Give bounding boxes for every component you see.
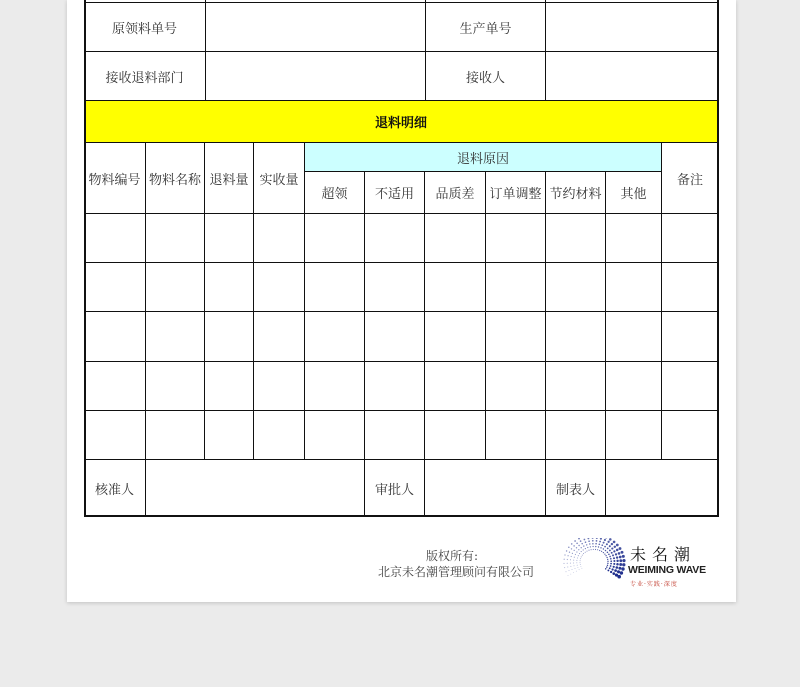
material-code-cell[interactable] <box>84 312 146 361</box>
receiver-field[interactable] <box>546 52 719 101</box>
reason-order-adjustment-cell[interactable] <box>486 362 546 411</box>
reason-material-saving-cell[interactable] <box>546 411 606 460</box>
material-code-cell[interactable] <box>84 362 146 411</box>
reason-unsuitable-cell[interactable] <box>365 312 425 361</box>
reason-over-requisition-cell[interactable] <box>305 214 365 263</box>
col-header-reason-over-requisition: 超领 <box>305 172 365 214</box>
logo-english-name: WEIMING WAVE <box>628 564 706 576</box>
reason-over-requisition-cell[interactable] <box>305 362 365 411</box>
label-reviewer: 审批人 <box>365 460 425 517</box>
reviewer-field[interactable] <box>425 460 546 517</box>
material-name-cell[interactable] <box>146 263 205 312</box>
col-header-reason-unsuitable: 不适用 <box>365 172 425 214</box>
reason-other-cell[interactable] <box>606 411 662 460</box>
col-header-material-name: 物料名称 <box>146 143 205 214</box>
company-name: 北京未名潮管理顾问有限公司 <box>377 565 534 579</box>
logo-tagline: 专业·实践·深度 <box>630 581 678 588</box>
material-return-form-table <box>84 0 719 517</box>
material-name-cell[interactable] <box>146 214 205 263</box>
reason-order-adjustment-cell[interactable] <box>486 214 546 263</box>
reason-material-saving-cell[interactable] <box>546 263 606 312</box>
return-qty-cell[interactable] <box>205 214 254 263</box>
col-header-reason-poor-quality: 品质差 <box>425 172 486 214</box>
label-preparer: 制表人 <box>546 460 606 517</box>
approver-field[interactable] <box>146 460 365 517</box>
reason-poor-quality-cell[interactable] <box>425 214 486 263</box>
reason-over-requisition-cell[interactable] <box>305 263 365 312</box>
return-qty-cell[interactable] <box>205 411 254 460</box>
remarks-cell[interactable] <box>662 362 719 411</box>
material-name-cell[interactable] <box>146 362 205 411</box>
wave-dots-icon <box>558 538 626 592</box>
return-qty-cell[interactable] <box>205 263 254 312</box>
reason-unsuitable-cell[interactable] <box>365 362 425 411</box>
logo-chinese-name: 未名潮 <box>630 545 697 564</box>
receiving-department-field[interactable] <box>206 52 426 101</box>
material-name-cell[interactable] <box>146 411 205 460</box>
reason-poor-quality-cell[interactable] <box>425 263 486 312</box>
material-code-cell[interactable] <box>84 214 146 263</box>
received-qty-cell[interactable] <box>254 362 305 411</box>
reason-other-cell[interactable] <box>606 263 662 312</box>
label-receiver: 接收人 <box>426 52 546 101</box>
received-qty-cell[interactable] <box>254 411 305 460</box>
reason-over-requisition-cell[interactable] <box>305 312 365 361</box>
remarks-cell[interactable] <box>662 411 719 460</box>
label-original-requisition-no: 原领料单号 <box>84 3 206 52</box>
col-header-material-code: 物料编号 <box>84 143 146 214</box>
preparer-field[interactable] <box>606 460 719 517</box>
return-qty-cell[interactable] <box>205 362 254 411</box>
reason-material-saving-cell[interactable] <box>546 214 606 263</box>
label-production-order-no: 生产单号 <box>426 3 546 52</box>
col-header-reason-material-saving: 节约材料 <box>546 172 606 214</box>
label-receiving-department: 接收退料部门 <box>84 52 206 101</box>
reason-unsuitable-cell[interactable] <box>365 263 425 312</box>
reason-order-adjustment-cell[interactable] <box>486 312 546 361</box>
reason-material-saving-cell[interactable] <box>546 362 606 411</box>
material-name-cell[interactable] <box>146 312 205 361</box>
received-qty-cell[interactable] <box>254 214 305 263</box>
col-header-remarks: 备注 <box>662 143 719 214</box>
col-header-reason-order-adjustment: 订单调整 <box>486 172 546 214</box>
col-header-received-qty: 实收量 <box>254 143 305 214</box>
return-qty-cell[interactable] <box>205 312 254 361</box>
remarks-cell[interactable] <box>662 312 719 361</box>
reason-unsuitable-cell[interactable] <box>365 214 425 263</box>
col-header-return-qty: 退料量 <box>205 143 254 214</box>
copyright-label: 版权所有: <box>425 549 478 563</box>
material-code-cell[interactable] <box>84 411 146 460</box>
copyright-block <box>372 548 534 580</box>
reason-other-cell[interactable] <box>606 362 662 411</box>
company-logo <box>558 538 708 592</box>
col-header-reason-other: 其他 <box>606 172 662 214</box>
production-order-no-field[interactable] <box>546 3 719 52</box>
original-requisition-no-field[interactable] <box>206 3 426 52</box>
remarks-cell[interactable] <box>662 214 719 263</box>
reason-over-requisition-cell[interactable] <box>305 411 365 460</box>
section-title-return-details: 退料明细 <box>84 101 719 143</box>
received-qty-cell[interactable] <box>254 263 305 312</box>
material-code-cell[interactable] <box>84 263 146 312</box>
reason-poor-quality-cell[interactable] <box>425 411 486 460</box>
reason-other-cell[interactable] <box>606 312 662 361</box>
label-approver: 核准人 <box>84 460 146 517</box>
reason-other-cell[interactable] <box>606 214 662 263</box>
reason-poor-quality-cell[interactable] <box>425 362 486 411</box>
reason-poor-quality-cell[interactable] <box>425 312 486 361</box>
remarks-cell[interactable] <box>662 263 719 312</box>
reason-material-saving-cell[interactable] <box>546 312 606 361</box>
col-header-return-reason: 退料原因 <box>305 143 662 172</box>
reason-order-adjustment-cell[interactable] <box>486 411 546 460</box>
received-qty-cell[interactable] <box>254 312 305 361</box>
reason-order-adjustment-cell[interactable] <box>486 263 546 312</box>
reason-unsuitable-cell[interactable] <box>365 411 425 460</box>
